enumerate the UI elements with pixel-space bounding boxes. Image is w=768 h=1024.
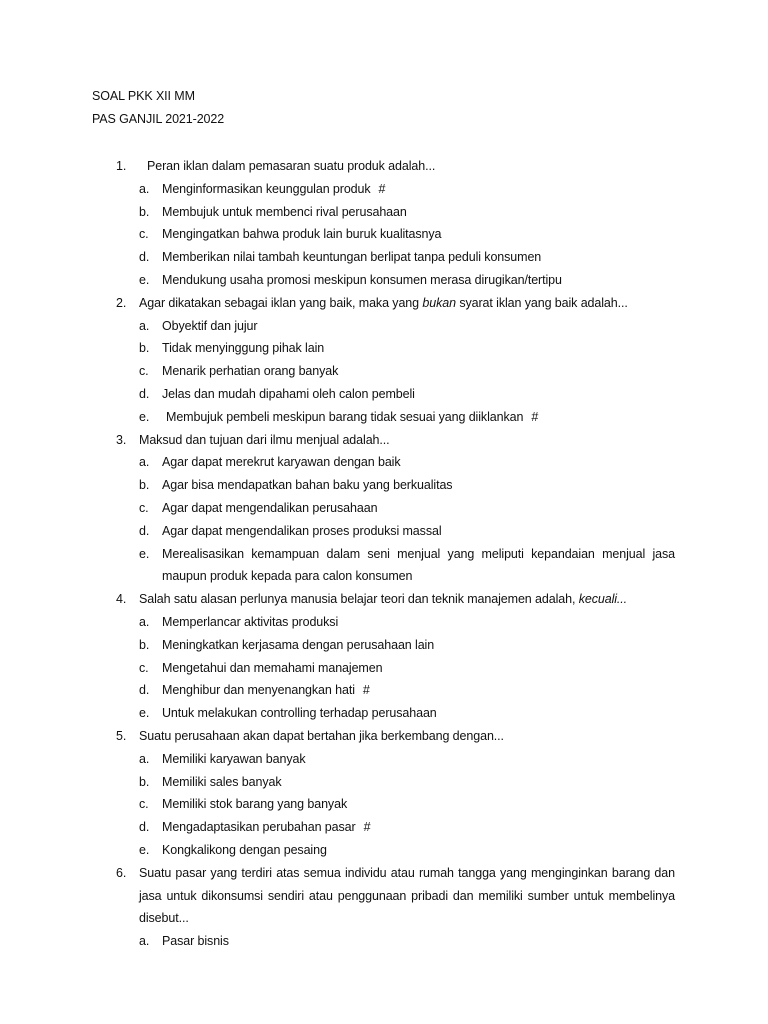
option-letter: d. [139, 683, 150, 698]
option-letter: b. [139, 204, 150, 219]
option-letter: b. [139, 478, 150, 493]
option-d [0, 816, 768, 839]
document-header [92, 88, 224, 134]
option-text: Merealisasikan kemampuan dalam seni menjual yang meliputi kepandaian menjual jasa maupun produk kepada para calon konsumen [162, 546, 675, 584]
option-b [0, 474, 768, 497]
option-e [0, 406, 768, 429]
option-text: Menarik perhatian orang banyak [162, 364, 339, 379]
option-letter: c. [139, 364, 149, 379]
emphasis-kecuali: kecuali... [578, 592, 628, 607]
option-text: Jelas dan mudah dipahami oleh calon pembeli [162, 386, 415, 401]
answer-mark: # [378, 181, 386, 196]
option-text: Memperlancar aktivitas produksi [162, 614, 339, 629]
option-d [0, 246, 768, 269]
option-text: Mengingatkan bahwa produk lain buruk kualitasnya [162, 227, 442, 242]
option-d [0, 679, 768, 702]
option-text: Meningkatkan kerjasama dengan perusahaan lain [162, 637, 435, 652]
option-letter: a. [139, 181, 150, 196]
option-text: Agar dapat merekrut karyawan dengan baik [162, 455, 401, 470]
option-text: Mengadaptasikan perubahan pasar [162, 820, 356, 835]
question-number: 5. [116, 728, 127, 743]
question-number: 6. [116, 865, 127, 880]
option-b [0, 201, 768, 224]
question-5 [0, 725, 768, 862]
option-letter: b. [139, 637, 150, 652]
question-text: Suatu pasar yang terdiri atas semua individu atau rumah tangga yang menginginkan barang dan jasa untuk dikonsumsi sendiri atau penggunaan pribadi dan memiliki sumber untuk membelinya disebut... [139, 865, 675, 926]
question-6 [0, 862, 768, 953]
option-b [0, 771, 768, 794]
option-text: Membujuk untuk membenci rival perusahaan [162, 204, 407, 219]
option-e [0, 839, 768, 862]
option-letter: e. [139, 272, 150, 287]
option-text: Menginformasikan keunggulan produk [162, 181, 371, 196]
option-a [0, 611, 768, 634]
question-text: Suatu perusahaan akan dapat bertahan jika berkembang dengan... [139, 728, 504, 743]
option-text: Memiliki sales banyak [162, 774, 282, 789]
option-e [0, 543, 768, 589]
question-3 [0, 429, 768, 589]
option-letter: a. [139, 934, 150, 949]
option-d [0, 520, 768, 543]
option-text: Untuk melakukan controlling terhadap perusahaan [162, 706, 437, 721]
option-letter: d. [139, 523, 150, 538]
question-number: 4. [116, 592, 127, 607]
question-text: Agar dikatakan sebagai iklan yang baik, maka yang bukan syarat iklan yang baik adalah... [139, 295, 628, 310]
option-a [0, 748, 768, 771]
option-a [0, 930, 768, 953]
option-letter: b. [139, 774, 150, 789]
option-letter: e. [139, 706, 150, 721]
option-letter: e. [139, 546, 150, 561]
option-c [0, 223, 768, 246]
option-e [0, 269, 768, 292]
option-letter: d. [139, 250, 150, 265]
option-letter: a. [139, 455, 150, 470]
option-text: Memiliki stok barang yang banyak [162, 797, 348, 812]
option-letter: d. [139, 386, 150, 401]
option-c [0, 657, 768, 680]
option-b [0, 634, 768, 657]
option-text: Agar dapat mengendalikan perusahaan [162, 500, 378, 515]
option-a [0, 315, 768, 338]
option-c [0, 497, 768, 520]
question-2 [0, 292, 768, 429]
option-letter: a. [139, 318, 150, 333]
question-text: Salah satu alasan perlunya manusia belajar teori dan teknik manajemen adalah, kecuali... [139, 592, 628, 607]
answer-mark: # [363, 820, 371, 835]
option-text: Agar bisa mendapatkan bahan baku yang berkualitas [162, 478, 453, 493]
header-exam: PAS GANJIL 2021-2022 [92, 112, 225, 126]
question-text: Peran iklan dalam pemasaran suatu produk adalah... [147, 159, 436, 173]
option-letter: c. [139, 797, 149, 812]
question-number: 3. [116, 432, 127, 447]
option-text: Agar dapat mengendalikan proses produksi massal [162, 523, 442, 538]
question-list [0, 155, 768, 953]
option-text: Kongkalikong dengan pesaing [162, 842, 327, 857]
question-4 [0, 588, 768, 725]
option-letter: e. [139, 409, 150, 424]
emphasis-bukan: bukan [422, 295, 456, 310]
question-text: Maksud dan tujuan dari ilmu menjual adalah... [139, 432, 390, 447]
option-letter: e. [139, 842, 150, 857]
question-1 [0, 155, 768, 292]
option-letter: c. [139, 660, 149, 675]
option-text: Membujuk pembeli meskipun barang tidak sesuai yang diiklankan [166, 409, 524, 424]
option-text: Mengetahui dan memahami manajemen [162, 660, 383, 675]
option-c [0, 360, 768, 383]
option-letter: a. [139, 751, 150, 766]
option-letter: a. [139, 614, 150, 629]
option-text: Menghibur dan menyenangkan hati [162, 683, 355, 698]
option-b [0, 337, 768, 360]
option-d [0, 383, 768, 406]
question-number: 2. [116, 295, 127, 310]
option-c [0, 793, 768, 816]
option-letter: c. [139, 500, 149, 515]
option-a [0, 451, 768, 474]
option-text: Memberikan nilai tambah keuntungan berlipat tanpa peduli konsumen [162, 250, 542, 265]
option-text: Tidak menyinggung pihak lain [162, 341, 325, 356]
question-number: 1. [116, 159, 127, 173]
answer-mark: # [531, 409, 539, 424]
option-text: Mendukung usaha promosi meskipun konsumen merasa dirugikan/tertipu [162, 272, 562, 287]
option-text: Obyektif dan jujur [162, 318, 258, 333]
option-letter: d. [139, 820, 150, 835]
option-letter: b. [139, 341, 150, 356]
answer-mark: # [362, 683, 370, 698]
option-text: Pasar bisnis [162, 934, 229, 949]
option-letter: c. [139, 227, 149, 242]
header-subject: SOAL PKK XII MM [92, 89, 195, 103]
option-a [0, 178, 768, 201]
option-text: Memiliki karyawan banyak [162, 751, 306, 766]
option-e [0, 702, 768, 725]
